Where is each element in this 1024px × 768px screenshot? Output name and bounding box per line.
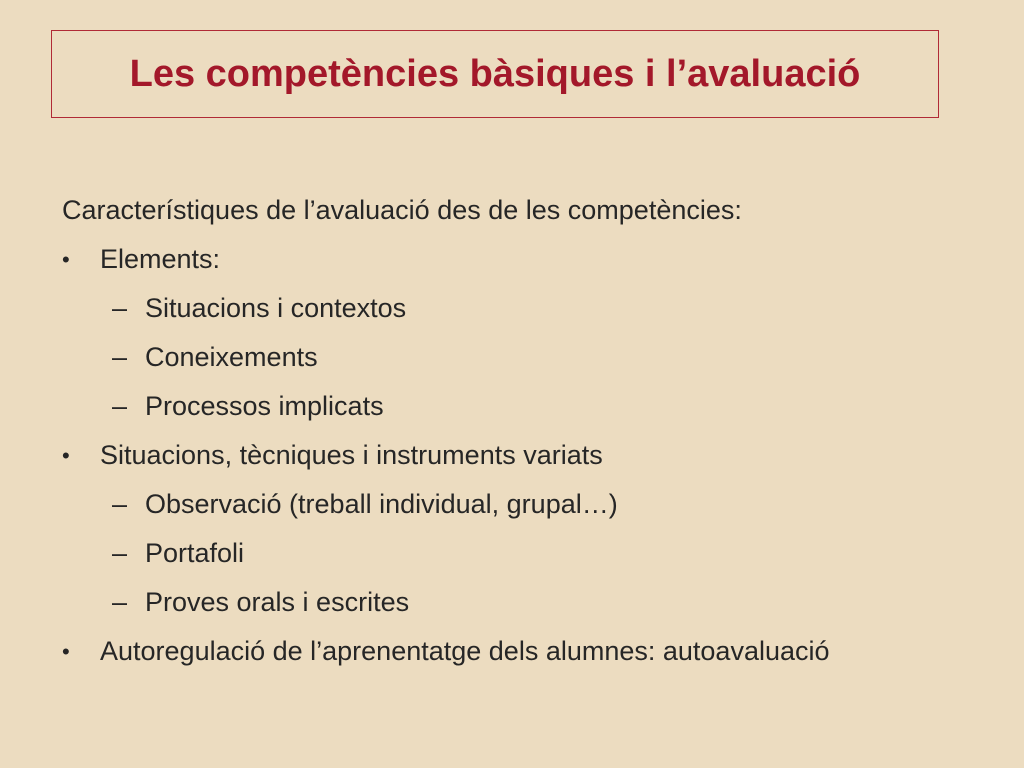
sub-item-label: Processos implicats <box>145 391 384 421</box>
bullet-item-label: Situacions, tècniques i instruments variats <box>100 440 603 470</box>
sub-item-label: Situacions i contextos <box>145 293 407 323</box>
dash-icon: – <box>112 538 128 568</box>
dash-icon: – <box>112 342 128 372</box>
sub-item-label: Proves orals i escrites <box>145 587 410 617</box>
bullet-item <box>62 235 1002 284</box>
slide-title: Les competències bàsiques i l’avaluació <box>129 52 861 95</box>
bullet-item <box>62 431 1002 480</box>
sub-item <box>62 284 1002 333</box>
intro-text: Característiques de l’avaluació des de les competències: <box>62 195 742 225</box>
dash-icon: – <box>112 489 128 519</box>
dash-icon: – <box>112 293 128 323</box>
bullet-icon: • <box>62 443 70 468</box>
bullet-item-label: Autoregulació de l’aprenentatge dels alumnes: autoavaluació <box>100 636 830 666</box>
sub-item <box>62 578 1002 627</box>
sub-item <box>62 480 1002 529</box>
title-box <box>51 30 939 118</box>
sub-item <box>62 529 1002 578</box>
sub-item-label: Coneixements <box>145 342 318 372</box>
bullet-icon: • <box>62 639 70 664</box>
dash-icon: – <box>112 391 128 421</box>
sub-item <box>62 333 1002 382</box>
bullet-icon: • <box>62 247 70 272</box>
sub-item-label: Observació (treball individual, grupal…) <box>145 489 618 519</box>
sub-item <box>62 382 1002 431</box>
bullet-item-label: Elements: <box>100 244 221 274</box>
bullet-item <box>62 627 1002 676</box>
slide-body <box>62 186 1002 676</box>
dash-icon: – <box>112 587 128 617</box>
sub-item-label: Portafoli <box>145 538 245 568</box>
